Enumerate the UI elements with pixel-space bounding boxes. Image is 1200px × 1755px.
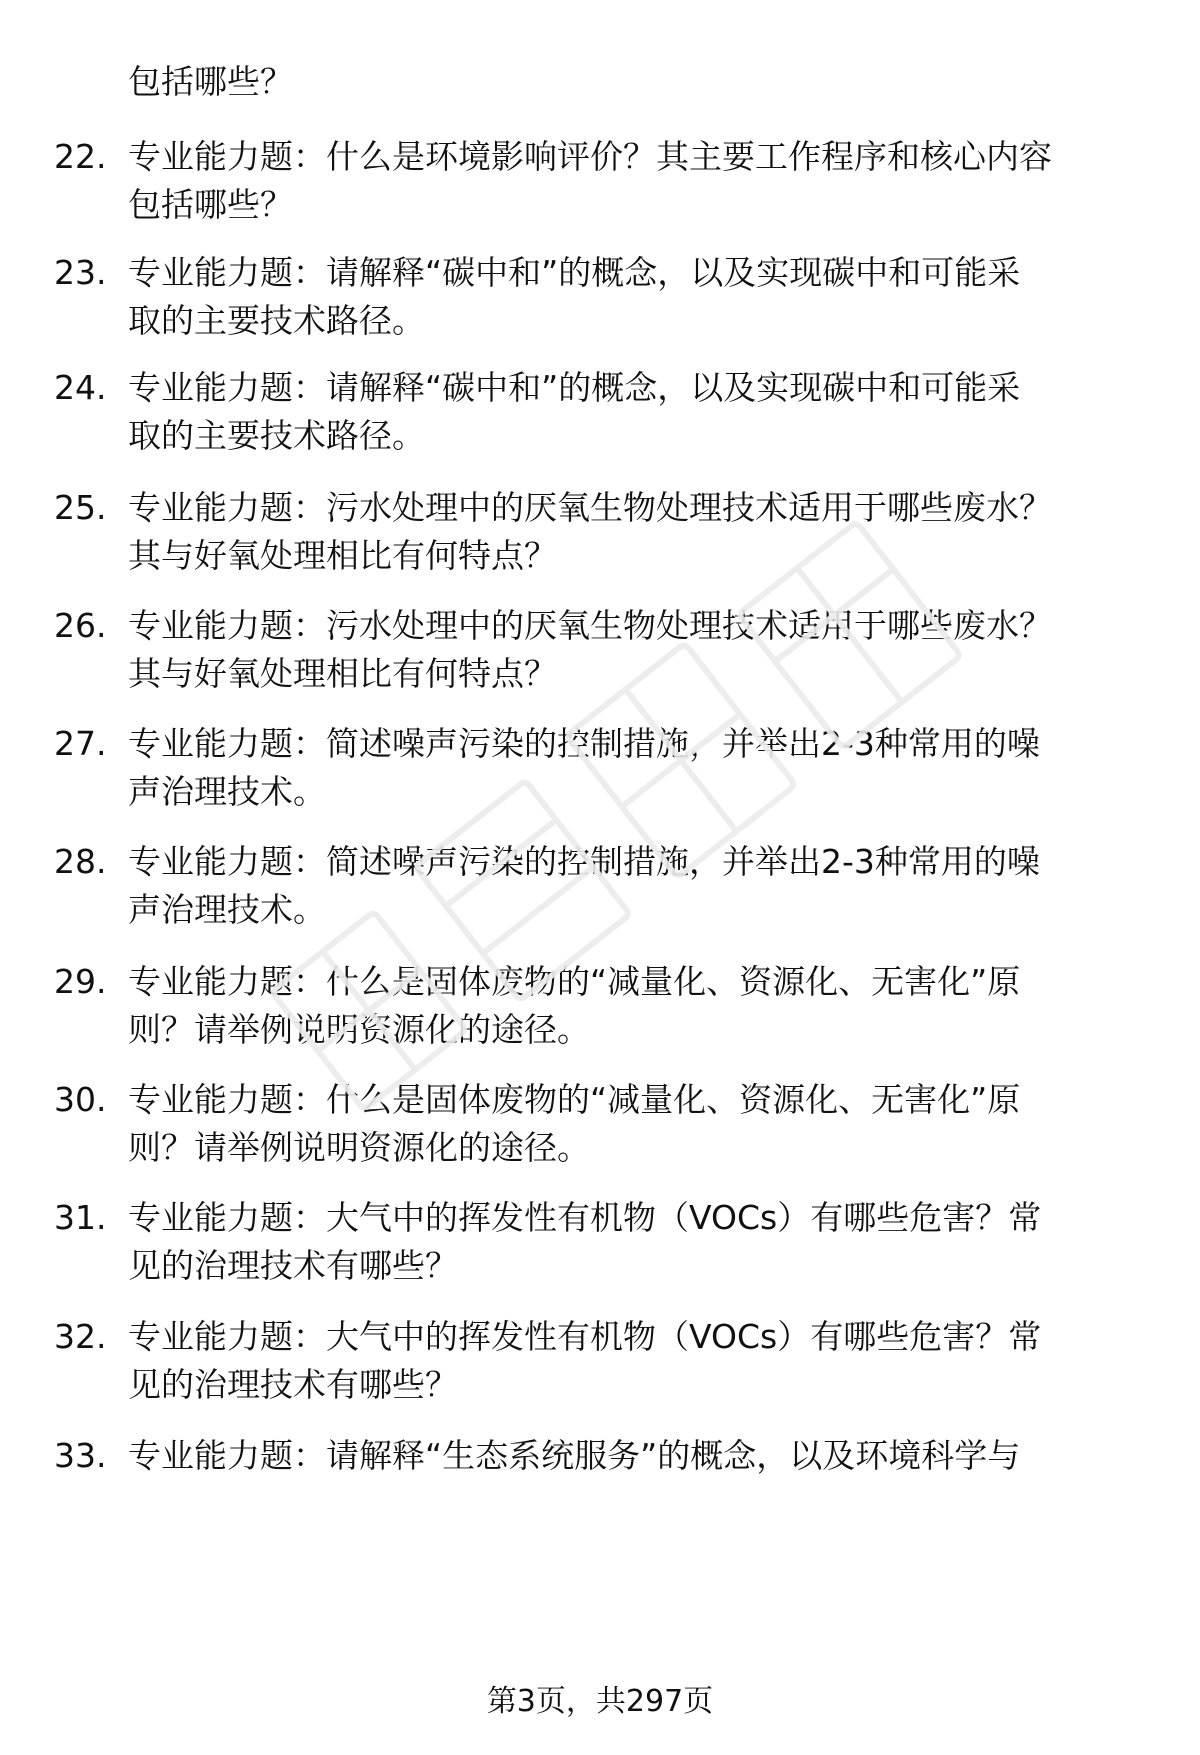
question-number: 22. bbox=[54, 137, 107, 176]
question-text-line-2: 声治理技术。 bbox=[128, 890, 326, 929]
question-text-line-2: 包括哪些？ bbox=[128, 185, 293, 224]
question-item bbox=[0, 720, 1200, 820]
question-text-line-2: 取的主要技术路径。 bbox=[128, 301, 425, 340]
question-number: 23. bbox=[54, 253, 107, 292]
question-text-line-1: 专业能力题：请解释“碳中和”的概念，以及实现碳中和可能采 bbox=[128, 368, 1021, 407]
question-item bbox=[0, 133, 1200, 233]
question-text-line-2: 取的主要技术路径。 bbox=[128, 416, 425, 455]
question-number: 29. bbox=[54, 962, 107, 1001]
question-text-line-1: 专业能力题：污水处理中的厌氧生物处理技术适用于哪些废水？ bbox=[128, 488, 1052, 527]
question-text-line-2: 其与好氧处理相比有何特点？ bbox=[128, 536, 557, 575]
question-item bbox=[0, 1313, 1200, 1413]
question-text-line-2: 则？请举例说明资源化的途径。 bbox=[128, 1128, 590, 1167]
question-text-line-1: 专业能力题：污水处理中的厌氧生物处理技术适用于哪些废水？ bbox=[128, 606, 1052, 645]
question-item bbox=[0, 249, 1200, 349]
question-text-line-1: 专业能力题：什么是固体废物的“减量化、资源化、无害化”原 bbox=[128, 962, 1021, 1001]
question-text-line-1: 专业能力题：大气中的挥发性有机物（VOCs）有哪些危害？常 bbox=[128, 1317, 1042, 1356]
question-number: 27. bbox=[54, 724, 107, 763]
question-item bbox=[0, 364, 1200, 464]
question-number: 31. bbox=[54, 1198, 107, 1237]
question-number: 28. bbox=[54, 842, 107, 881]
question-item bbox=[0, 602, 1200, 702]
question-number: 32. bbox=[54, 1317, 107, 1356]
question-number: 33. bbox=[54, 1436, 107, 1475]
question-text-line-1: 专业能力题：什么是固体废物的“减量化、资源化、无害化”原 bbox=[128, 1080, 1021, 1119]
question-text-line-1: 专业能力题：请解释“碳中和”的概念，以及实现碳中和可能采 bbox=[128, 253, 1021, 292]
question-text-line-1: 专业能力题：什么是环境影响评价？其主要工作程序和核心内容 bbox=[128, 137, 1052, 176]
question-item bbox=[0, 1194, 1200, 1294]
question-number: 24. bbox=[54, 368, 107, 407]
question-text-line-1: 专业能力题：大气中的挥发性有机物（VOCs）有哪些危害？常 bbox=[128, 1198, 1042, 1237]
question-item bbox=[0, 1076, 1200, 1176]
question-text-line-1: 专业能力题：请解释“生态系统服务”的概念，以及环境科学与 bbox=[128, 1436, 1021, 1475]
question-text-line-2: 见的治理技术有哪些？ bbox=[128, 1365, 458, 1404]
question-item bbox=[0, 958, 1200, 1058]
question-text-line-1: 专业能力题：简述噪声污染的控制措施，并举出2-3种常用的噪 bbox=[128, 842, 1040, 881]
question-text-line-2: 声治理技术。 bbox=[128, 772, 326, 811]
question-item bbox=[0, 838, 1200, 938]
question-text-line-2: 见的治理技术有哪些？ bbox=[128, 1246, 458, 1285]
question-text-line-2: 其与好氧处理相比有何特点？ bbox=[128, 654, 557, 693]
question-item bbox=[0, 1432, 1200, 1532]
continuation-text: 包括哪些？ bbox=[128, 62, 293, 101]
question-text-line-2: 则？请举例说明资源化的途径。 bbox=[128, 1010, 590, 1049]
question-number: 25. bbox=[54, 488, 107, 527]
question-item bbox=[0, 484, 1200, 584]
question-number: 30. bbox=[54, 1080, 107, 1119]
question-text-line-1: 专业能力题：简述噪声污染的控制措施，并举出2-3种常用的噪 bbox=[128, 724, 1040, 763]
page-footer: 第3页，共297页 bbox=[486, 1684, 714, 1719]
question-number: 26. bbox=[54, 606, 107, 645]
